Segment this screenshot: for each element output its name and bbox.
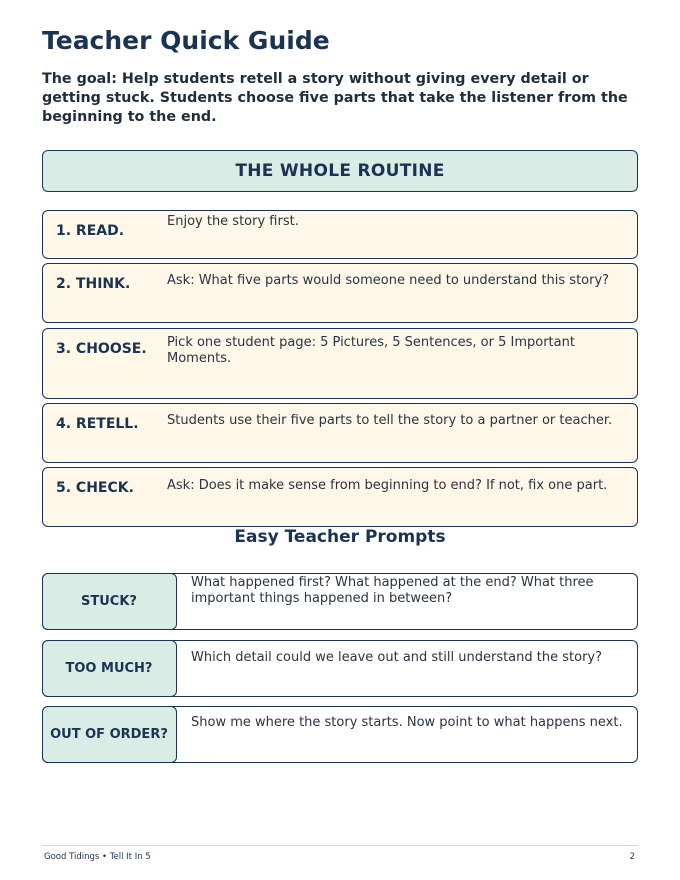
step-label: 3. CHOOSE. [56,341,147,357]
prompt-out-of-order [42,706,638,763]
step-text: Ask: What five parts would someone need to understand this story? [167,273,610,288]
step-text: Enjoy the story first. [167,214,299,229]
prompt-stuck [42,573,638,630]
prompt-label: STUCK? [42,573,177,630]
routine-step-choose [42,328,638,399]
prompt-text: Show me where the story starts. Now point to what happens next. [191,715,623,730]
prompt-label: OUT OF ORDER? [42,706,177,763]
page-number: 2 [629,852,635,862]
routine-step-retell [42,403,638,463]
goal-statement: The goal: Help students retell a story without giving every detail or getting stuck. Students choose five parts that take the listener from the beginning to the end. [42,71,628,125]
routine-step-think [42,263,638,323]
footer-title: Good Tidings • Tell It In 5 [44,852,151,862]
footer-divider [42,845,638,846]
prompt-text: Which detail could we leave out and still understand the story? [191,650,603,665]
prompt-too-much [42,640,638,697]
step-label: 1. READ. [56,223,125,239]
routine-step-read [42,210,638,259]
step-label: 4. RETELL. [56,416,139,432]
page-title: Teacher Quick Guide [42,26,330,55]
step-text: Students use their five parts to tell the story to a partner or teacher. [167,413,613,428]
prompt-label: TOO MUCH? [42,640,177,697]
prompt-text: What happened first? What happened at the end? What three important things happened in between? [191,575,594,606]
step-label: 5. CHECK. [56,480,134,496]
routine-header: THE WHOLE ROUTINE [42,150,638,192]
step-text: Ask: Does it make sense from beginning to end? If not, fix one part. [167,478,608,493]
step-label: 2. THINK. [56,276,131,292]
step-text: Pick one student page: 5 Pictures, 5 Sentences, or 5 Important Moments. [167,335,575,366]
prompts-title: Easy Teacher Prompts [234,527,446,547]
routine-step-check [42,467,638,527]
